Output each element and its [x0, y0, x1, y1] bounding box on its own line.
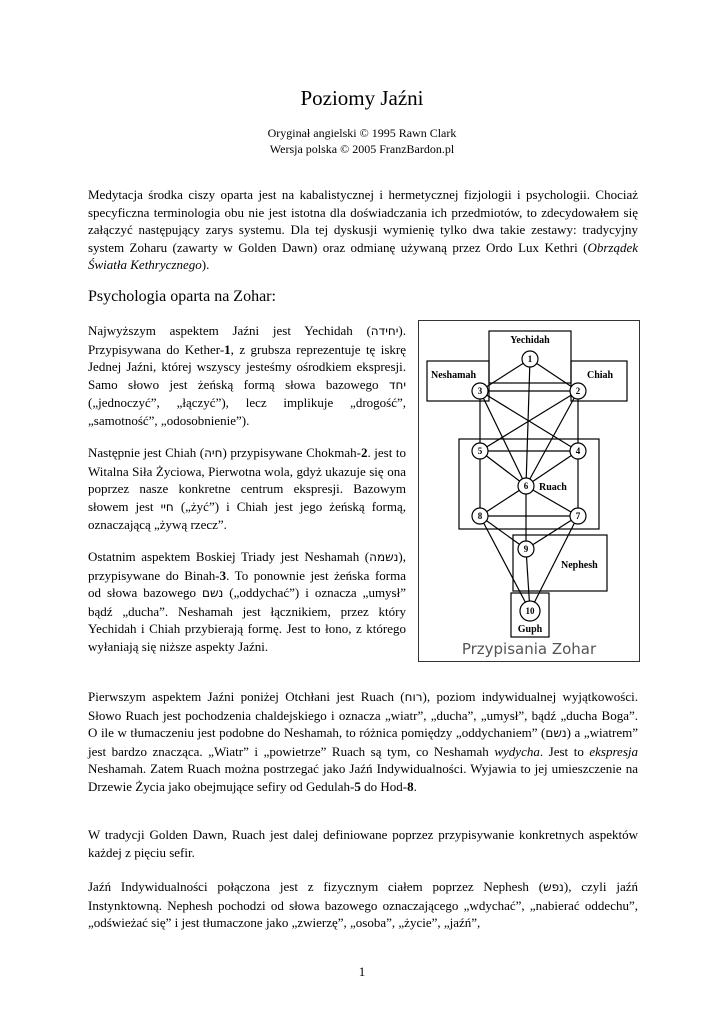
chiah-paragraph: Następnie jest Chiah (חיה) przypisywane Chokmah-2. jest to Witalna Siła Życiowa, Pierwotna wola, gdyż ukazuje się ona poprzez nasze konkretne centrum ekspresji. Bazowym słowem jest חיי („żyć”) i Chiah jest jego żeńską formą, oznaczającą „żywą rzecz”.	[88, 445, 406, 532]
node-number: 3	[477, 386, 483, 396]
section-heading: Psychologia oparta na Zohar:	[88, 288, 276, 305]
label-ruach: Ruach	[539, 482, 567, 493]
node-number: 10	[525, 606, 535, 616]
label-yechidah: Yechidah	[510, 335, 550, 346]
golden-dawn-paragraph: W tradycji Golden Dawn, Ruach jest dalej definiowane poprzez przypisywanie konkretnych aspektów każdej z pięciu sefir.	[88, 827, 638, 860]
label-chiah: Chiah	[587, 370, 614, 381]
node-number: 5	[477, 446, 483, 456]
page-number: 1	[358, 964, 366, 979]
node-number: 8	[477, 511, 483, 521]
ruach-paragraph: Pierwszym aspektem Jaźni poniżej Otchłani jest Ruach (רוח), poziom indywidualnej wyjątkowości. Słowo Ruach jest pochodzenia chaldejskiego i oznacza „wiatr”, „ducha”, „umysł”, bądź „ducha Boga”. O ile w tłumaczeniu jest podobne do Neshamah, to różnica pomiędzy „oddychaniem” (נשם) a „wiatrem” jest bardzo znacząca. „Wiatr” i „powietrze” Ruach są tym, co Neshamah wydycha. Jest to ekspresja Neshamah. Zatem Ruach można postrzegać jako Jaźń Indywidualności. Wyjawia to jej umieszczenie na Drzewie Życia jako obejmujące sefiry od Gedulah-5 do Hod-8.	[88, 689, 638, 794]
tree-of-life-diagram	[419, 321, 639, 661]
subtitle-original: Oryginał angielski © 1995 Rawn Clark	[267, 126, 457, 140]
node-number: 9	[523, 544, 529, 554]
label-guph: Guph	[517, 624, 543, 635]
figure-caption: Przypisania Zohar	[461, 640, 597, 658]
subtitle-polish: Wersja polska © 2005 FranzBardon.pl	[269, 142, 455, 156]
node-number: 1	[527, 354, 533, 364]
yechidah-paragraph: Najwyższym aspektem Jaźni jest Yechidah (יחידה). Przypisywana do Kether-1, z grubsza reprezentuje tę iskrę Jednej Jaźni, której wszyscy jesteśmy ośrodkiem ekspresji. Samo słowo jest żeńską formą słowa bazowego יחד („jednoczyć”, „łączyć”), lecz implikuje „drogość”, „samotność”, „odosobnienie”).	[88, 323, 406, 428]
intro-paragraph: Medytacja środka ciszy oparta jest na kabalistycznej i hermetycznej fizjologii i psychologii. Chociaż specyficzna terminologia obu nie jest istotna dla doświadczania ich przedmiotów, to zdecydowałem się załączyć następujący zarys systemu. Dla tej dyskusji wymienię tylko dwa takie zestawy: tradycyjny system Zoharu (zawarty w Golden Dawn) oraz odmianę używaną przez Ordo Lux Kethri (Obrządek Światła Kethrycznego).	[88, 187, 638, 272]
page-title: Poziomy Jaźni	[300, 86, 424, 110]
label-nephesh: Nephesh	[561, 560, 598, 571]
nephesh-paragraph: Jaźń Indywidualności połączona jest z fizycznym ciałem poprzez Nephesh (נפש), czyli jaźń Instynktowną. Nephesh pochodzi od słowa bazowego oznaczającego „wdychać”, „nabierać oddechu”, „odświeżać się” i jest tłumaczone jako „zwierzę”, „osoba”, „życie”, „jaźń”,	[88, 879, 638, 930]
node-number: 2	[575, 386, 581, 396]
node-number: 6	[523, 481, 529, 491]
node-number: 7	[575, 511, 581, 521]
neshamah-paragraph: Ostatnim aspektem Boskiej Triady jest Neshamah (נשמה), przypisywane do Binah-3. To ponownie jest żeńska forma od słowa bazowego נשם („oddychać”) i oznacza „umysł” bądź „ducha”. Neshamah jest łącznikiem, przez który Yechidah i Chiah przybierają formę. Jest to łono, z którego wyłaniają się niższe aspekty Jaźni.	[88, 549, 406, 654]
node-number: 4	[575, 446, 581, 456]
label-neshamah: Neshamah	[431, 370, 477, 381]
zohar-tree-figure	[418, 320, 640, 662]
